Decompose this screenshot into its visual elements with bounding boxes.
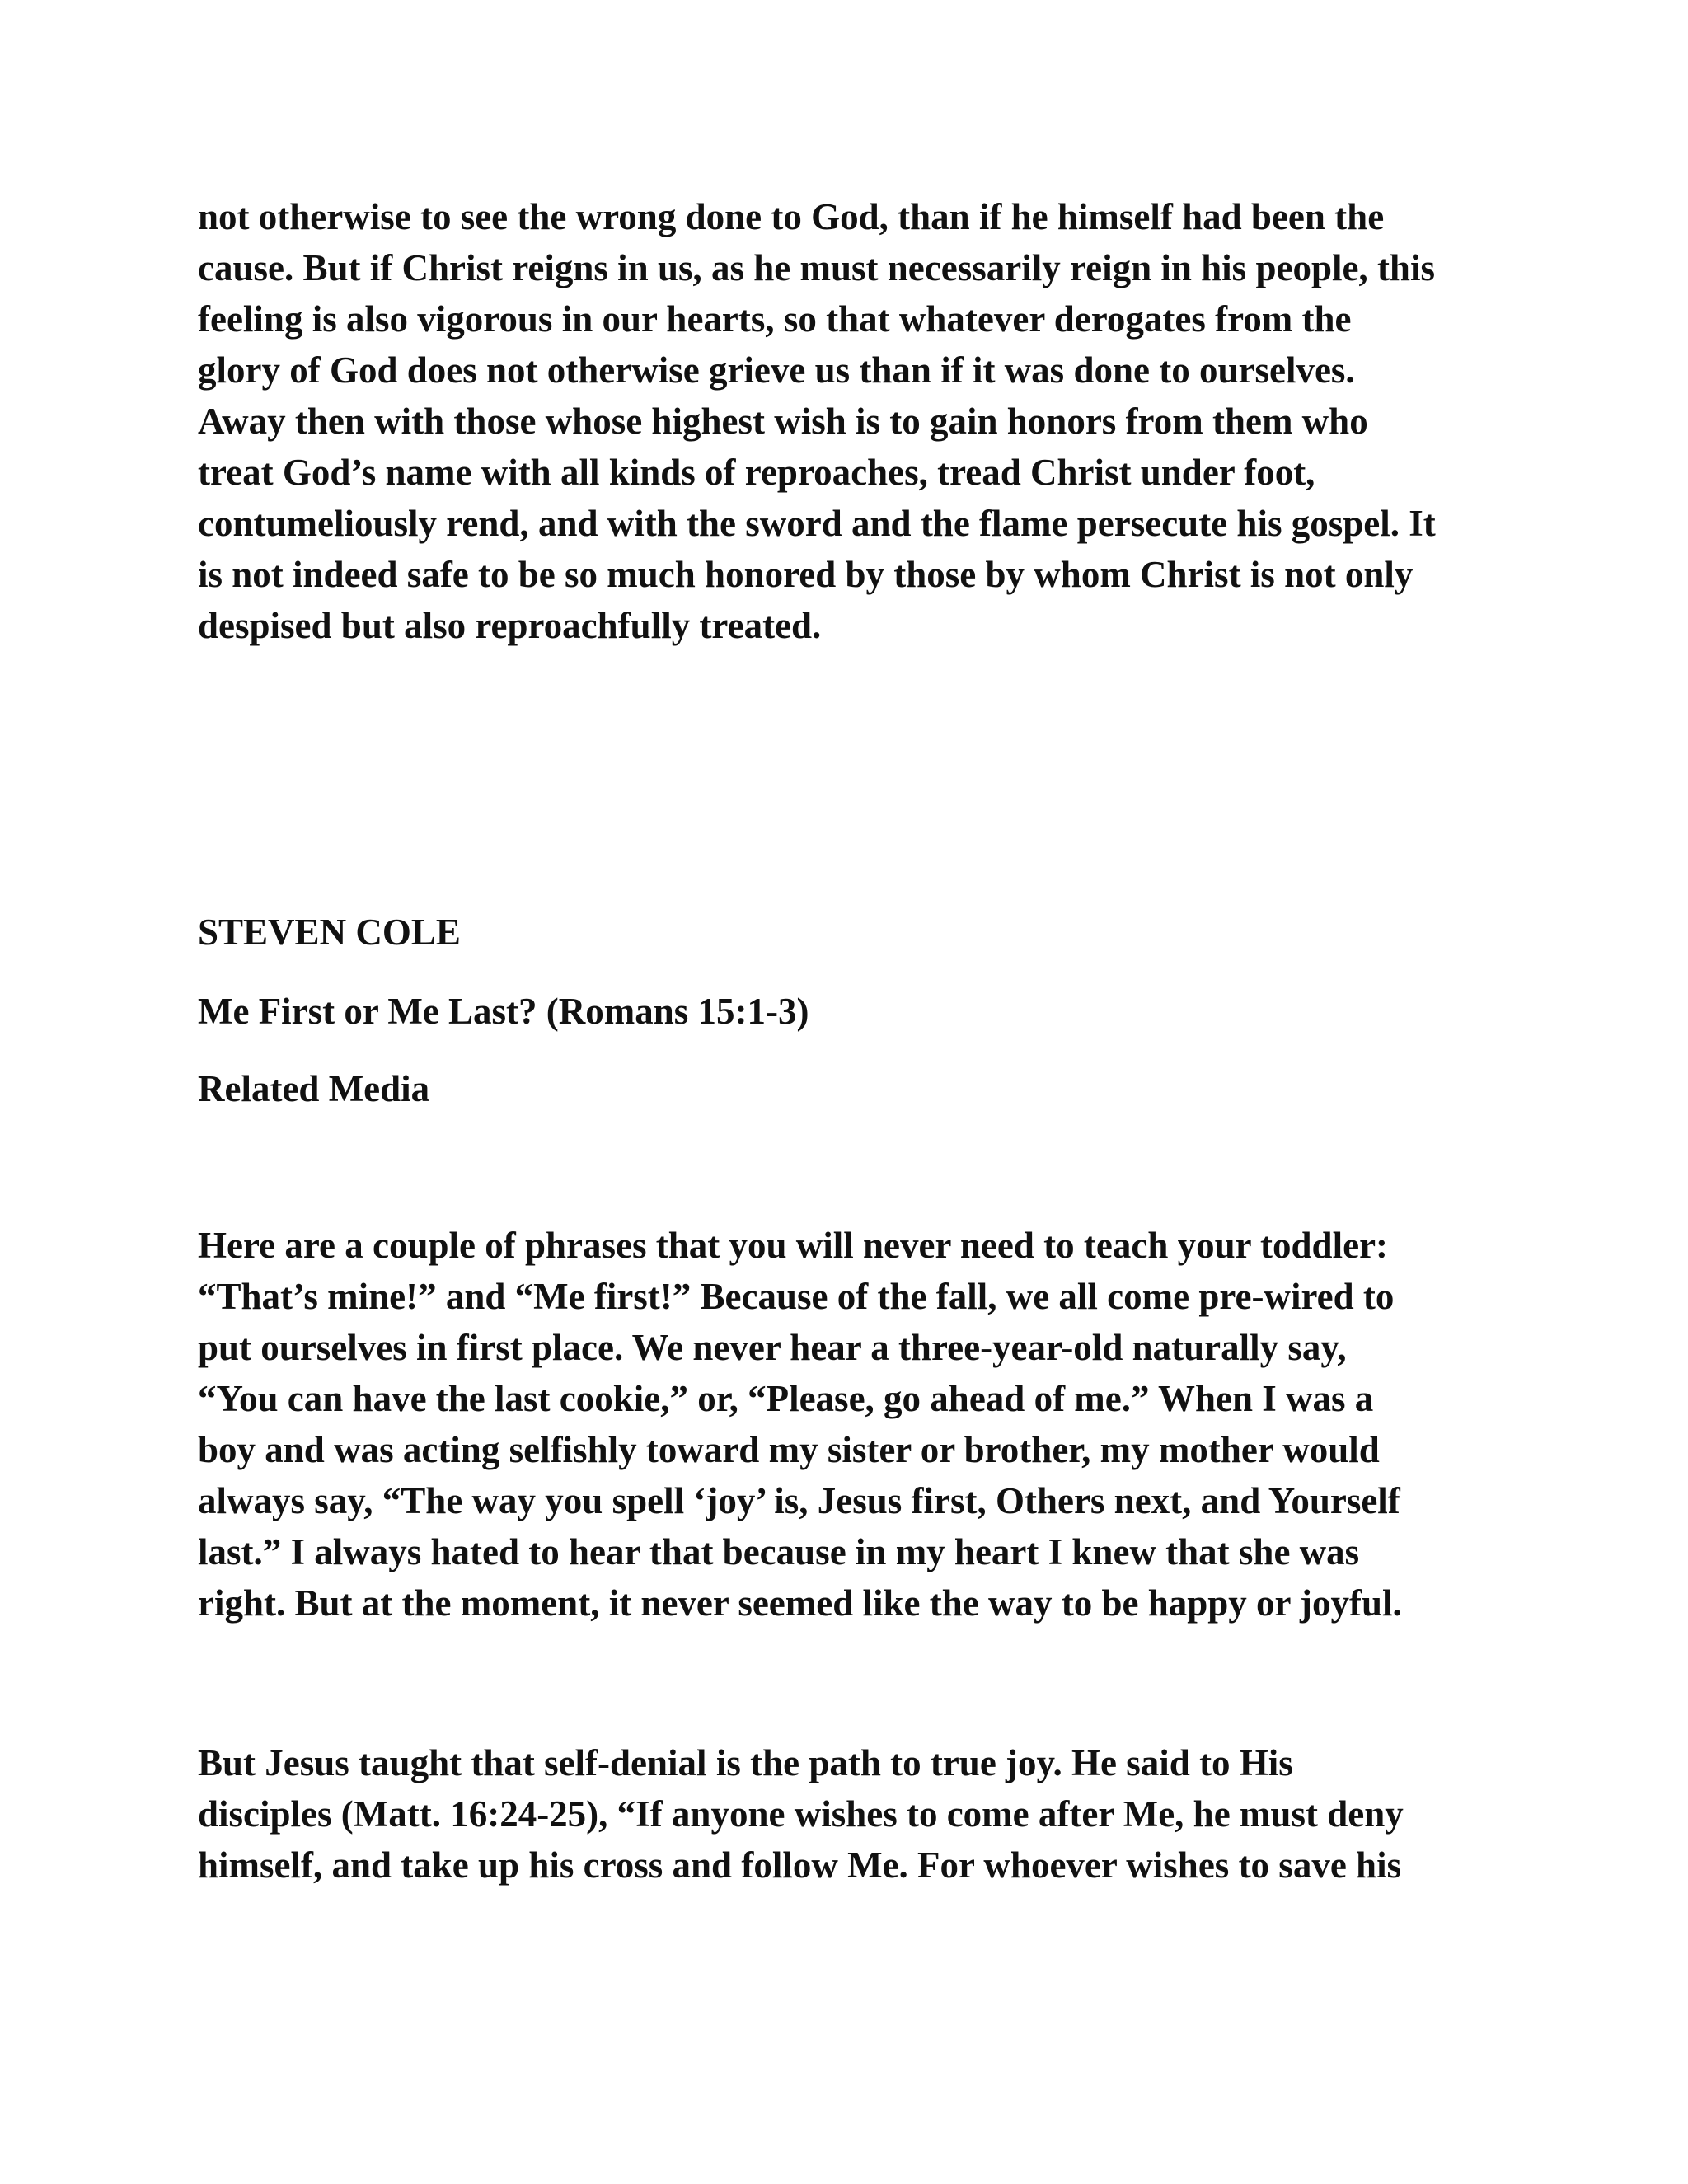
text-line: boy and was acting selfishly toward my sister or brother, my mother would bbox=[198, 1429, 1380, 1470]
text-line: Away then with those whose highest wish is to gain honors from them who bbox=[198, 401, 1368, 442]
text-line: But Jesus taught that self-denial is the path to true joy. He said to His bbox=[198, 1742, 1293, 1783]
text-line: feeling is also vigorous in our hearts, so that whatever derogates from the bbox=[198, 298, 1352, 340]
text-line: put ourselves in first place. We never hear a three-year-old naturally say, bbox=[198, 1327, 1347, 1368]
text-line: always say, “The way you spell ‘joy’ is, Jesus first, Others next, and Yourself bbox=[198, 1480, 1400, 1521]
text-line: treat God’s name with all kinds of reproaches, tread Christ under foot, bbox=[198, 452, 1315, 493]
text-line: “You can have the last cookie,” or, “Please, go ahead of me.” When I was a bbox=[198, 1378, 1374, 1419]
text-line: disciples (Matt. 16:24-25), “If anyone wishes to come after Me, he must deny bbox=[198, 1793, 1404, 1835]
text-line: glory of God does not otherwise grieve us than if it was done to ourselves. bbox=[198, 349, 1355, 391]
sermon-title: Me First or Me Last? (Romans 15:1-3) bbox=[198, 991, 809, 1032]
text-line: last.” I always hated to hear that because in my heart I knew that she was bbox=[198, 1531, 1360, 1572]
text-line: contumeliously rend, and with the sword and the flame persecute his gospel. It bbox=[198, 503, 1436, 544]
text-line: despised but also reproachfully treated. bbox=[198, 605, 822, 646]
text-line: not otherwise to see the wrong done to God, than if he himself had been the bbox=[198, 196, 1385, 237]
text-line: himself, and take up his cross and follow Me. For whoever wishes to save his bbox=[198, 1844, 1402, 1886]
text-line: right. But at the moment, it never seemed like the way to be happy or joyful. bbox=[198, 1582, 1402, 1624]
text-line: Here are a couple of phrases that you will never need to teach your toddler: bbox=[198, 1225, 1389, 1266]
author-heading: STEVEN COLE bbox=[198, 912, 461, 953]
text-line: is not indeed safe to be so much honored by those by whom Christ is not only bbox=[198, 554, 1414, 595]
text-line: cause. But if Christ reigns in us, as he must necessarily reign in his people, this bbox=[198, 247, 1435, 288]
related-media-label: Related Media bbox=[198, 1068, 430, 1109]
text-line: “That’s mine!” and “Me first!” Because of the fall, we all come pre-wired to bbox=[198, 1276, 1395, 1317]
